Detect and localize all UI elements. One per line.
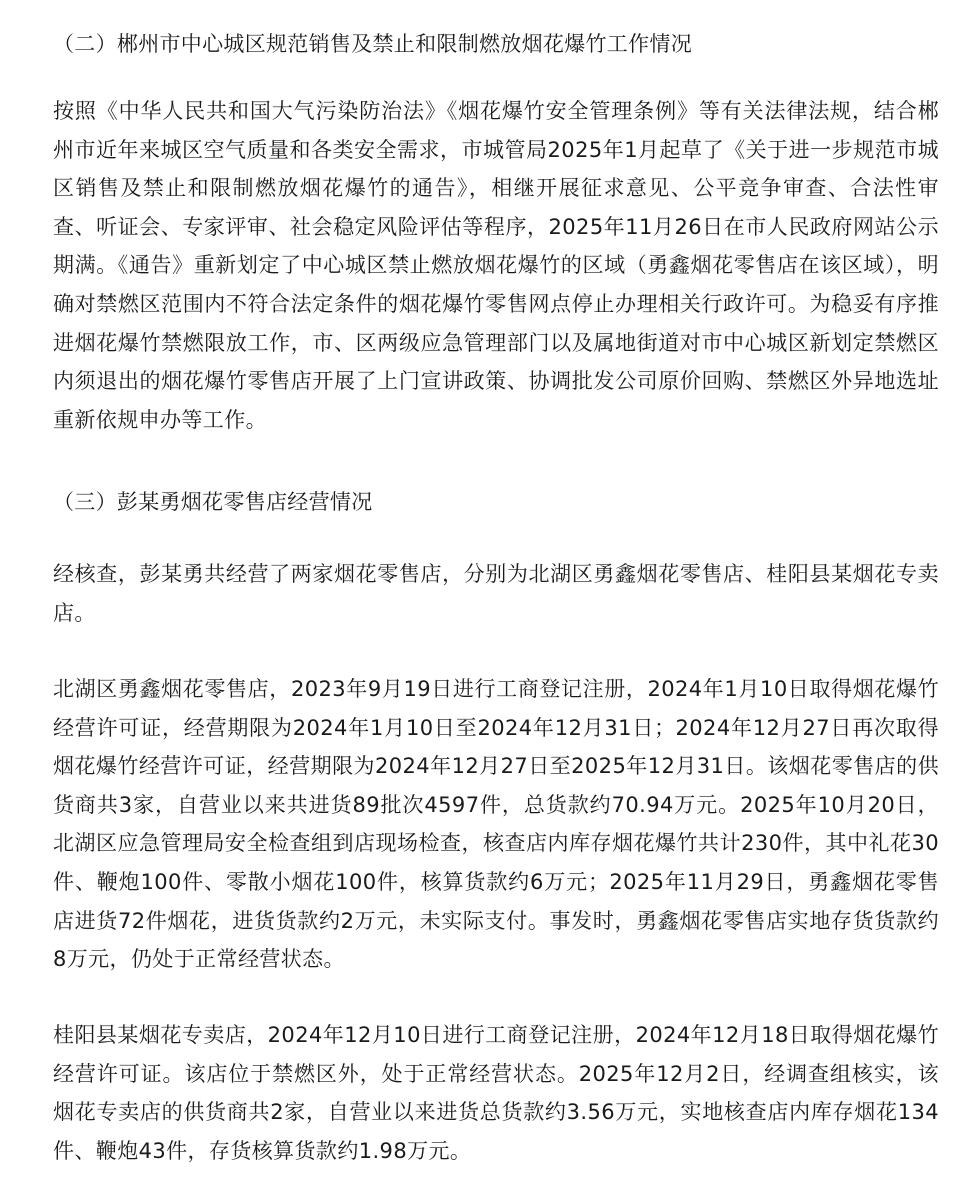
section-3-paragraph-guiyang-store: 桂阳县某烟花专卖店，2024年12月10日进行工商登记注册，2024年12月18日取得烟花爆竹经营许可证。该店位于禁燃区外，处于正常经营状态。2025年12月2日，经调查组核实，该烟花专卖店的供货商共2家，自营业以来进货总货款约3.56万元，实地核查店内库存烟花134件、鞭炮43件，存货核算货款约1.98万元。 <box>53 1023 939 1163</box>
section-3-paragraph-beihu-store: 北湖区勇鑫烟花零售店，2023年9月19日进行工商登记注册，2024年1月10日取得烟花爆竹经营许可证，经营期限为2024年1月10日至2024年12月31日；2024年12月27日再次取得烟花爆竹经营许可证，经营期限为2024年12月27日至2025年12月31日。该烟花零售店的供货商共3家，自营业以来共进货89批次4597件，总货款约70.94万元。2025年10月20日，北湖区应急管理局安全检查组到店现场检查，核查店内库存烟花爆竹共计230件，其中礼花30件、鞭炮100件、零散小烟花100件，核算货款约6万元；2025年11月29日，勇鑫烟花零售店进货72件烟花，进货货款约2万元，未实际支付。事发时，勇鑫烟花零售店实地存货货款约8万元，仍处于正常经营状态。 <box>53 677 939 972</box>
section-3-paragraph-overview: 经核查，彭某勇共经营了两家烟花零售店，分别为北湖区勇鑫烟花零售店、桂阳县某烟花专卖店。 <box>53 562 939 625</box>
section-2-heading: （二）郴州市中心城区规范销售及禁止和限制燃放烟花爆竹工作情况 <box>53 32 692 56</box>
section-2-paragraph: 按照《中华人民共和国大气污染防治法》《烟花爆竹安全管理条例》等有关法律法规，结合郴州市近年来城区空气质量和各类安全需求，市城管局2025年1月起草了《关于进一步规范市城区销售及禁止和限制燃放烟花爆竹的通告》，相继开展征求意见、公平竞争审查、合法性审查、听证会、专家评审、社会稳定风险评估等程序，2025年11月26日在市人民政府网站公示期满。《通告》重新划定了中心城区禁止燃放烟花爆竹的区域（勇鑫烟花零售店在该区域），明确对禁燃区范围内不符合法定条件的烟花爆竹零售网点停止办理相关行政许可。为稳妥有序推进烟花爆竹禁燃限放工作，市、区两级应急管理部门以及属地街道对市中心城区新划定禁燃区内须退出的烟花爆竹零售店开展了上门宣讲政策、协调批发公司原价回购、禁燃区外异地选址重新依规申办等工作。 <box>53 99 939 432</box>
section-3-heading: （三）彭某勇烟花零售店经营情况 <box>53 490 373 514</box>
